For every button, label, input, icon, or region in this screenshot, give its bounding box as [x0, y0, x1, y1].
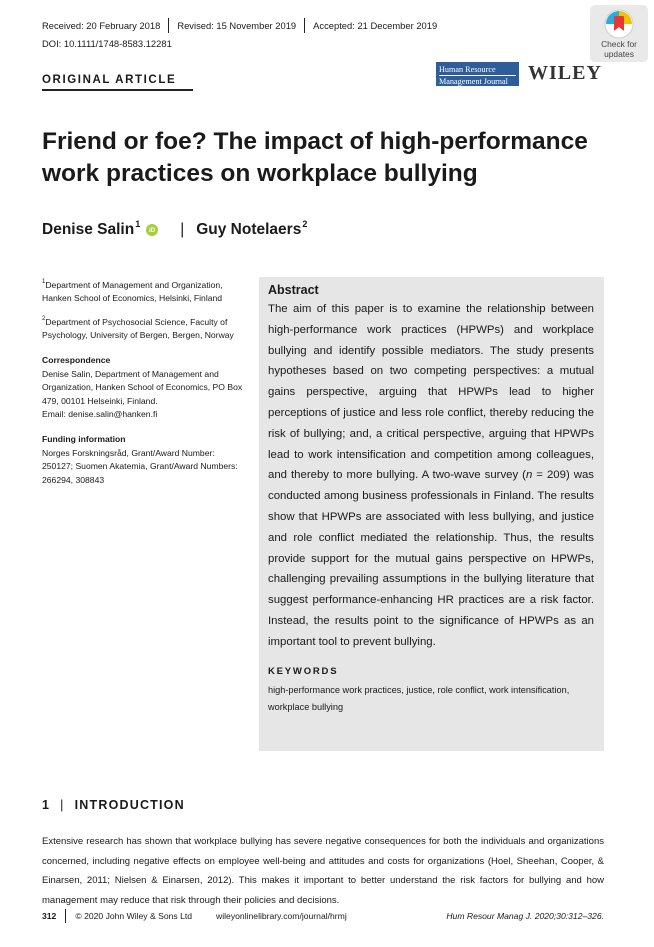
revised-date: Revised: 15 November 2019 [177, 20, 297, 31]
publisher-logo: WILEY [528, 62, 602, 84]
author-name[interactable]: Denise Salin [42, 221, 135, 238]
badge-label-line1: Check for [601, 39, 637, 49]
date-divider [168, 18, 169, 33]
abstract-heading: Abstract [268, 283, 319, 297]
keywords-heading: KEYWORDS [268, 665, 339, 677]
affiliation-mark: 2 [42, 315, 46, 322]
article-type-underline [42, 89, 193, 91]
correspondence-heading: Correspondence [42, 355, 111, 366]
crossmark-icon [604, 9, 634, 39]
affiliation-text: Department of Management and Organization, Hanken School of Economics, Helsinki, Finland [42, 279, 223, 304]
correspondence-text: Denise Salin, Department of Management and Organization, Hanken School of Economics, PO Box 479, 00101 Helseinki, Finland. [42, 368, 243, 406]
journal-logo-line1: Human Resource [439, 65, 496, 74]
author-affiliation-mark: 1 [135, 219, 141, 229]
abstract-n-symbol: n [525, 469, 533, 482]
received-date: Received: 20 February 2018 [42, 20, 161, 31]
section-title: INTRODUCTION [74, 798, 185, 812]
journal-logo [436, 62, 519, 86]
article-type [42, 74, 193, 91]
funding-heading: Funding information [42, 434, 126, 445]
keywords-list: high-performance work practices, justice, role conflict, work intensification, workplace bullying [268, 684, 570, 712]
check-for-updates-badge[interactable] [590, 5, 648, 62]
section-separator: | [60, 798, 65, 812]
page-footer [42, 909, 604, 923]
section-heading [42, 798, 185, 812]
affiliation [42, 277, 244, 306]
abstract-text-part1: The aim of this paper is to examine the relationship between high-performance work practices (HPWPs) and workplace bullying and identify possible mediators. The study presents hypotheses based on two competing perspectives: a mutual gains perspective, arguing that HPWPs lead to higher perceptions of justice and less role conflict, thereby reducing the risk of bullying; and, a critical perspective, arguing that HPWPs lead to work intensification and competition among colleagues, and thereby to more bullying. A two-wave survey ( [268, 303, 594, 482]
page-number: 312 [42, 911, 57, 921]
copyright: © 2020 John Wiley & Sons Ltd [75, 911, 193, 921]
doi[interactable]: DOI: 10.1111/1748-8583.12281 [42, 38, 172, 49]
journal-logo-line2: Management Journal [439, 75, 516, 86]
introduction-paragraph: Extensive research has shown that workplace bullying has severe negative consequences for both the individuals and organizations concerned, including negative effects on employee well-being and attitudes and costs for organizations (Hoel, Sheehan, Cooper, & Einarsen, 2011; Nielsen & Einarsen, 2012). This makes it important to better understand the risk factors for bullying and how management may reduce that risk through their policies and decisions. [42, 836, 604, 906]
correspondence-email[interactable]: Email: denise.salin@hanken.fi [42, 408, 158, 419]
affiliation [42, 314, 244, 343]
orcid-icon[interactable]: iD [146, 224, 158, 236]
abstract-text [268, 299, 594, 653]
journal-url[interactable]: wileyonlinelibrary.com/journal/hrmj [216, 911, 347, 921]
affiliation-mark: 1 [42, 279, 46, 285]
author-list [42, 221, 307, 239]
funding-information [42, 433, 244, 487]
section-number: 1 [42, 798, 51, 812]
article-type-label: ORIGINAL ARTICLE [42, 74, 177, 86]
date-divider [304, 18, 305, 33]
abstract-box [259, 277, 604, 751]
author-affiliation-mark: 2 [302, 219, 308, 229]
affiliation-text: Department of Psychosocial Science, Faculty of Psychology, University of Bergen, Bergen, Norway [42, 316, 234, 340]
article-title: Friend or foe? The impact of high-performance work practices on workplace bullying [42, 128, 588, 187]
badge-label-line2: updates [604, 49, 634, 59]
abstract-text-part2: = 209) was conducted among business professionals in Finland. The results show that HPWPs are associated with less bullying, and justice and role conflict mediated the relationship. Thus, the results provide support for the mutual gains perspective on HPWPs, challenging prevailing assumptions in the bullying literature that suggest performance-enhancing HR practices are a risk factor. Instead, the results point to the significance of HPWPs as an important tool to prevent bullying. [268, 469, 594, 648]
author-separator: | [180, 221, 185, 238]
article-info-column [42, 277, 244, 495]
funding-text: Norges Forskningsråd, Grant/Award Number: 250127; Suomen Akatemia, Grant/Award Numbers: 266294, 308843 [42, 447, 238, 485]
correspondence [42, 354, 244, 421]
publication-dates [42, 18, 437, 33]
accepted-date: Accepted: 21 December 2019 [313, 20, 438, 31]
footer-divider [65, 909, 66, 923]
journal-citation: Hum Resour Manag J. 2020;30:312–326. [446, 911, 604, 921]
author-name[interactable]: Guy Notelaers [196, 221, 302, 238]
